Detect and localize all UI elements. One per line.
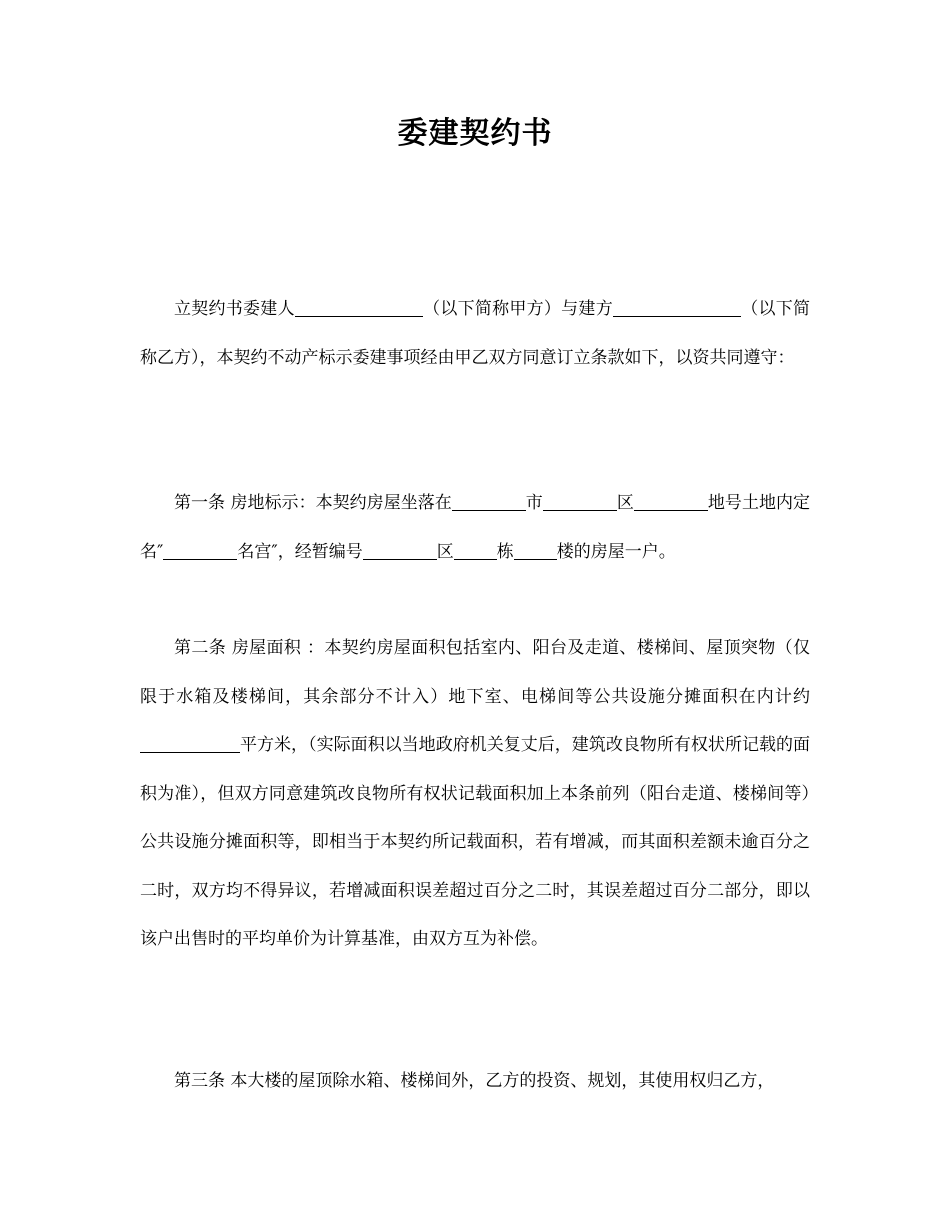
article-3-paragraph <box>140 1057 810 1106</box>
preamble-text-3: （以下简称乙方），本契约不动产标示委建事项经由甲乙双方同意订立条款如下，以资共同遵守： <box>140 299 811 368</box>
city-blank <box>452 492 526 511</box>
article-1-text-3: 区 <box>616 493 634 513</box>
article-1-text-5: 名宫″，经暂编号 <box>237 541 363 562</box>
district-blank <box>543 492 617 511</box>
article-1-section <box>140 479 810 576</box>
preamble-text-1: 立契约书委建人 <box>174 299 295 319</box>
article-1-text-1: 第一条 房地标示：本契约房屋坐落在 <box>174 493 452 513</box>
lot-number-blank <box>634 492 708 511</box>
article-1-text-2: 市 <box>525 493 543 513</box>
building-name-blank <box>163 541 237 560</box>
block-blank <box>454 541 497 560</box>
area-blank <box>140 734 240 753</box>
article-2-paragraph <box>140 624 810 964</box>
preamble-section <box>140 285 810 382</box>
floor-blank <box>514 541 557 560</box>
article-3-text-1: 第三条 本大楼的屋顶除水箱、楼梯间外，乙方的投资、规划，其使用权归乙方， <box>174 1071 775 1091</box>
article-2-text-2: 平方米，（实际面积以当地政府机关复丈后，建筑改良物所有权状所记载的面积为准），但双方同意建筑改良物所有权状记载面积加上本条前列（阳台走道、楼梯间等）公共设施分摊面积等，即相当于本契约所记载面积，若有增减，而其面积差额未逾百分之二时，双方均不得异议，若增减面积误差超过百分之二时，其误差超过百分二部分，即以该户出售时的平均单价为计算基准，由双方互为补偿。 <box>140 735 810 949</box>
principal-name-blank <box>295 298 423 317</box>
article-2-section <box>140 624 810 964</box>
builder-name-blank <box>613 298 741 317</box>
article-1-text-8: 楼的房屋一户。 <box>556 541 676 562</box>
article-1-text-6: 区 <box>436 541 454 562</box>
article-1-paragraph <box>140 479 810 576</box>
article-2-text-1: 第二条 房屋面积 ：本契约房屋面积包括室内、阳台及走道、楼梯间、屋顶突物（仅限于水箱及楼梯间，其余部分不计入）地下室、电梯间等公共设施分摊面积在内计约 <box>140 638 810 707</box>
document-title: 委建契约书 <box>397 116 553 151</box>
article-1-text-4: 地号土地内定名″ <box>140 493 811 562</box>
article-3-section <box>140 1057 810 1106</box>
preamble-text-2: （以下简称甲方）与建方 <box>422 299 613 319</box>
article-1-text-7: 栋 <box>496 541 514 562</box>
preamble-paragraph <box>140 285 810 382</box>
temp-district-blank <box>363 541 437 560</box>
